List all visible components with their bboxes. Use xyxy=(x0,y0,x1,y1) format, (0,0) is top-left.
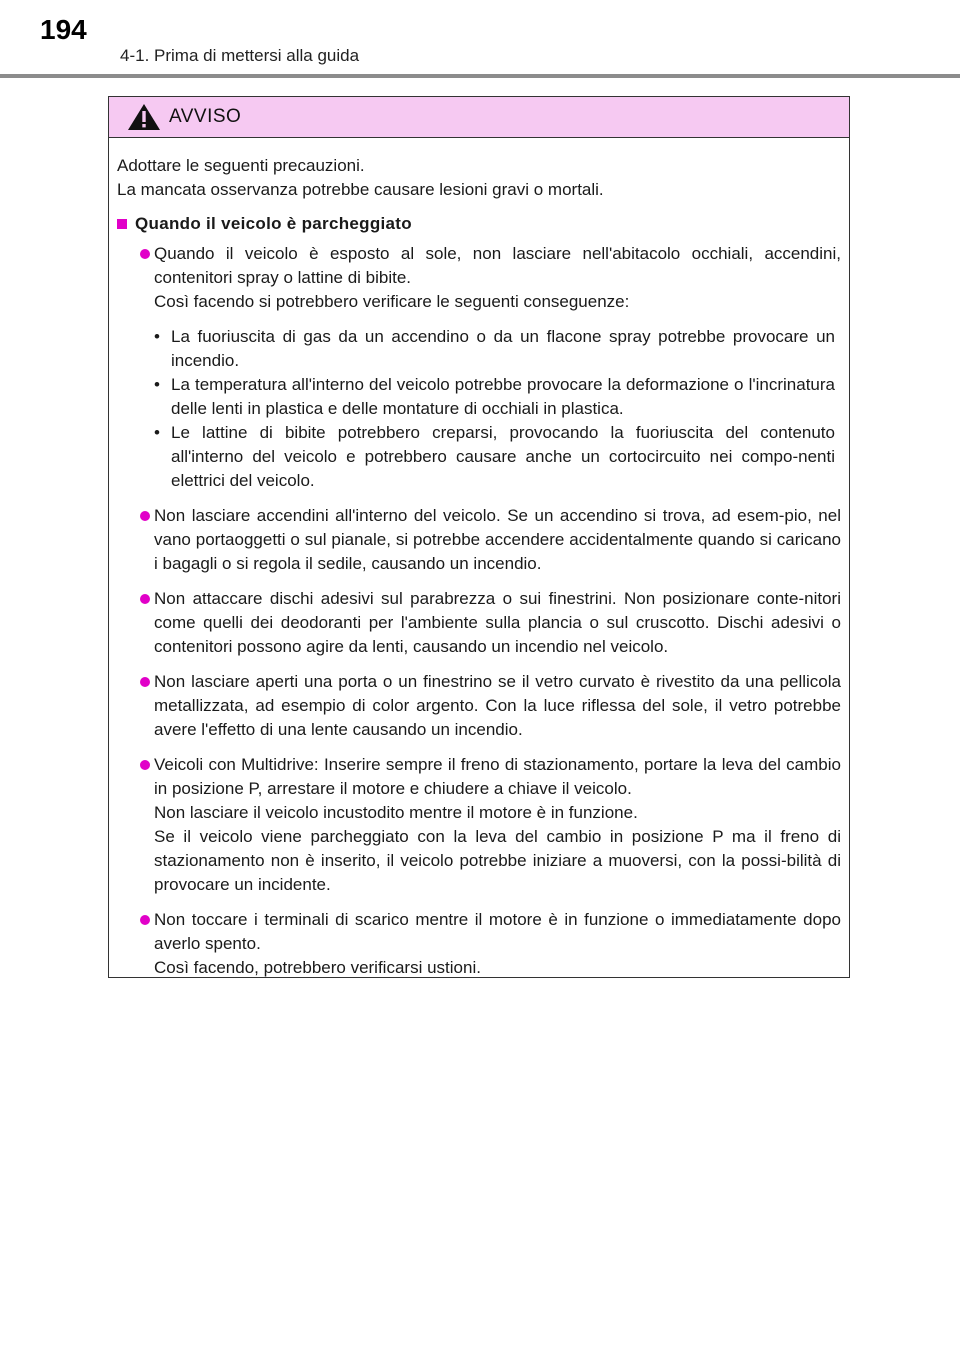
warning-header xyxy=(109,97,849,138)
intro-line: Adottare le seguenti precauzioni. xyxy=(117,156,365,175)
page-number: 194 xyxy=(40,14,87,45)
warning-title: AVVISO xyxy=(169,106,242,127)
sub-bullet-list xyxy=(154,325,841,493)
small-bullet-icon: • xyxy=(154,423,160,442)
list-item xyxy=(117,670,841,742)
item-paragraph: Non attaccare dischi adesivi sul parabrezza o sui finestrini. Non posizionare conte-nitori come quelli dei deodoranti per l'ambiente sulla plancia o sul cruscotto. Dischi adesivi o contenitori possono agire da lenti, causando un incendio nel veicolo. xyxy=(154,589,841,656)
item-paragraph: Quando il veicolo è esposto al sole, non lasciare nell'abitacolo occhiali, accendini, contenitori spray o lattine di bibite. xyxy=(154,244,841,287)
sub-bullet-text: La temperatura all'interno del veicolo potrebbe provocare la deformazione o l'incrinatura delle lenti in plastica e delle montature di occhiali in plastica. xyxy=(171,375,835,418)
list-item xyxy=(117,587,841,659)
circle-bullet-icon xyxy=(140,677,150,687)
sub-bullet-text: La fuoriuscita di gas da un accendino o da un flacone spray potrebbe provocare un incendio. xyxy=(171,327,835,370)
warning-box xyxy=(108,96,850,978)
sub-bullet-text: Le lattine di bibite potrebbero creparsi, provocando la fuoriuscita del contenuto all'interno del veicolo e potrebbero causare anche un cortocircuito nei compo-nenti elettrici del veicolo. xyxy=(171,423,835,490)
sub-bullet-item xyxy=(154,373,841,421)
intro-line: La mancata osservanza potrebbe causare lesioni gravi o mortali. xyxy=(117,180,604,199)
section-heading-text: Quando il veicolo è parcheggiato xyxy=(135,214,412,233)
warning-body xyxy=(109,138,849,980)
list-item xyxy=(117,908,841,980)
header-rule xyxy=(0,74,960,78)
item-paragraph: Veicoli con Multidrive: Inserire sempre il freno di stazionamento, portare la leva del cambio in posizione P, arrestare il motore e chiudere a chiave il veicolo. xyxy=(154,755,841,798)
circle-bullet-icon xyxy=(140,594,150,604)
list-item xyxy=(117,242,841,493)
list-item xyxy=(117,753,841,897)
sub-bullet-item xyxy=(154,325,841,373)
item-paragraph: Non lasciare accendini all'interno del veicolo. Se un accendino si trova, ad esem-pio, nel vano portaoggetti o sul pianale, si potrebbe accendere accidentalmente quando si caricano i bagagli o si regola il sedile, causando un incendio. xyxy=(154,506,841,573)
section-title: 4-1. Prima di mettersi alla guida xyxy=(120,46,360,65)
circle-bullet-icon xyxy=(140,249,150,259)
sub-bullet-item xyxy=(154,421,841,493)
item-paragraph: Così facendo si potrebbero verificare le seguenti conseguenze: xyxy=(154,292,630,311)
item-paragraph: Non toccare i terminali di scarico mentre il motore è in funzione o immediatamente dopo averlo spento. xyxy=(154,910,841,953)
circle-bullet-icon xyxy=(140,511,150,521)
item-paragraph: Così facendo, potrebbero verificarsi ustioni. xyxy=(154,958,481,977)
warning-intro xyxy=(117,154,841,202)
small-bullet-icon: • xyxy=(154,375,160,394)
warning-triangle-icon xyxy=(127,103,161,131)
list-item xyxy=(117,504,841,576)
circle-bullet-icon xyxy=(140,915,150,925)
square-bullet-icon xyxy=(117,219,127,229)
circle-bullet-icon xyxy=(140,760,150,770)
small-bullet-icon: • xyxy=(154,327,160,346)
item-paragraph: Non lasciare aperti una porta o un finestrino se il vetro curvato è rivestito da una pellicola metallizzata, ad esempio di color argento. Con la luce riflessa del sole, il vetro potrebbe avere l'effetto di una lente causando un incendio. xyxy=(154,672,841,739)
item-paragraph: Non lasciare il veicolo incustodito mentre il motore è in funzione. xyxy=(154,803,638,822)
section-heading xyxy=(117,212,841,236)
item-paragraph: Se il veicolo viene parcheggiato con la leva del cambio in posizione P ma il freno di stazionamento non è inserito, il veicolo potrebbe iniziare a muoversi, con la possi-bilità di provocare un incidente. xyxy=(154,827,841,894)
